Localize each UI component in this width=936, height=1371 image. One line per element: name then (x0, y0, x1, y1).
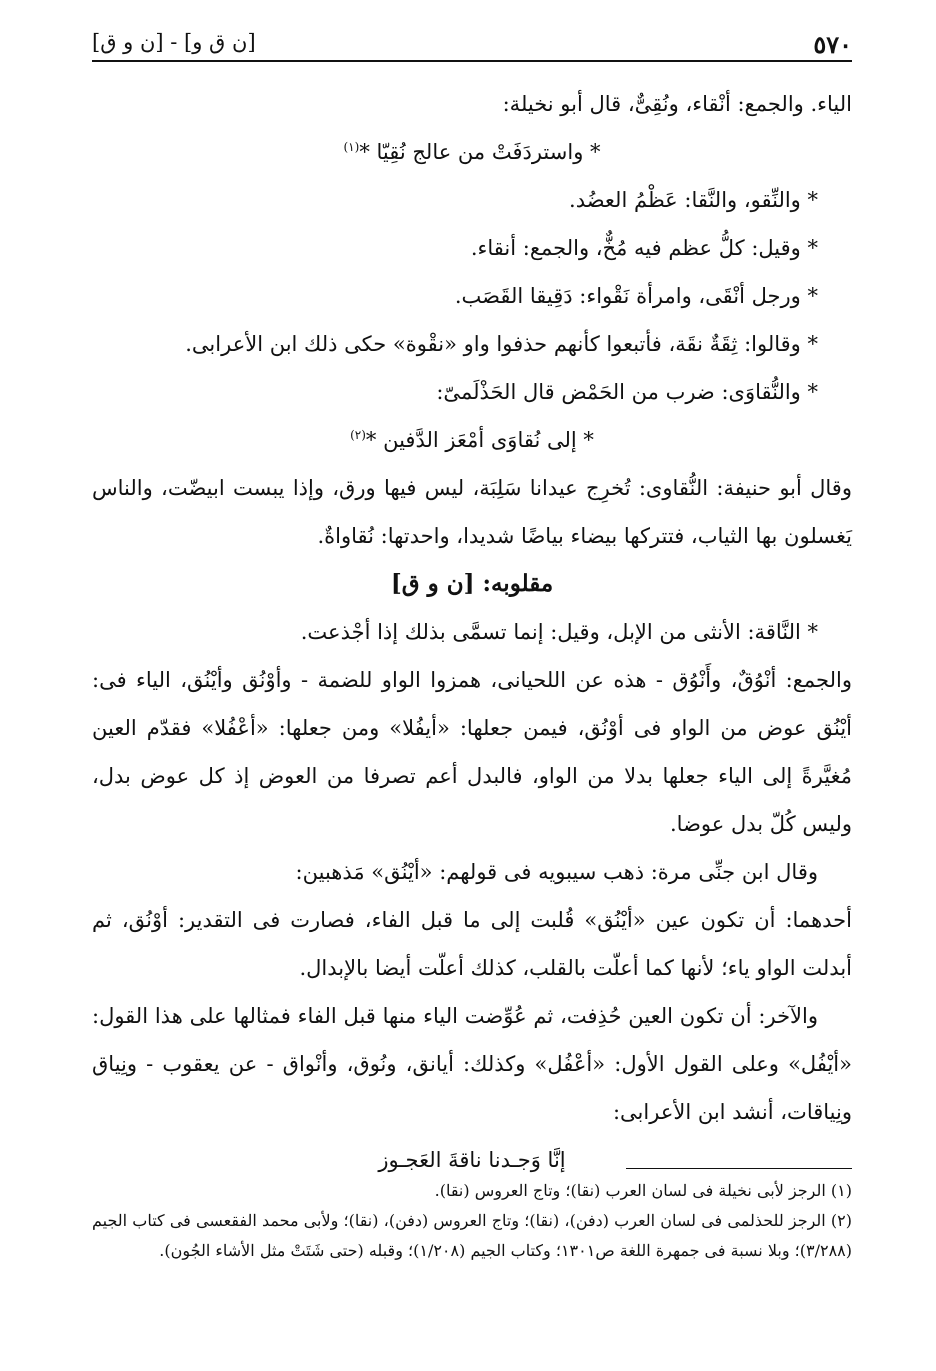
verse-line (92, 128, 852, 176)
verse-text: * إلى نُقاوَى أمْعَز الدَّفين * (365, 428, 594, 452)
paragraph: وقال أبو حنيفة: النُّقاوى: تُخرِج عيدانا سَلِبَة، ليس فيها ورق، وإذا يبست ابيضّت، والناس يَغسلون بها الثياب، فتتركها بيضاء بياضًا شديدا، واحدتها: نُقاواةٌ. (92, 476, 852, 548)
footnote-1: (١) الرجز لأبى نخيلة فى لسان العرب (نقا)؛ وتاج العروس (نقا). (434, 1181, 852, 1200)
main-text (92, 80, 852, 1184)
entry-line: * وقالوا: ثِقَةٌ نقَة، فأتبعوا كأنهم حذفوا واو «نقْوة» حكى ذلك ابن الأعرابى. (185, 332, 818, 356)
entry-line: * وقيل: كلُّ عظم فيه مُخٌّ، والجمع: أنقاء. (470, 236, 818, 260)
paragraph: أحدهما: أن تكون عين «أيْنُق» قُلبت إلى ما قبل الفاء، فصارت فى التقدير: أوْنُق، ثم أبدلت الواو ياء؛ لأنها كما أعلّت بالقلب، كذلك أعلّت أيضا بالإبدال. (92, 908, 852, 980)
verse-text: * واستردَفَتْ من عالج نُقِيّا * (359, 140, 601, 164)
section-heading: مقلوبه: [ن و ق] (390, 570, 554, 597)
verse-line (92, 416, 852, 464)
paragraph: والجمع: أنْوُقٌ، وأَنْوُق - هذه عن اللحيانى، همزوا الواو للضمة - وأوْنُق وأيْنُق، الياء فى: أيْنُق عوض من الواو فى أوْنُق، فيمن جعلها: «أيفُلا» ومن جعلها: «أعْفُلا» فقدّم العين مُغيَّرةً إلى الياء جعلها بدلا من الواو، فالبدل أعم تصرفا من العوض إذ كل عوض بدل، وليس كُلّ بدل عوضا. (92, 668, 852, 836)
entry-line: * ورجل أنْقَى، وامرأة نَقْواء: دَقِيقا القَصَب. (454, 284, 818, 308)
footnote-rule (626, 1168, 852, 1169)
paragraph: وقال ابن جنِّى مرة: ذهب سيبويه فى قولهم: «أيْنُق» مَذهبين: (295, 860, 818, 884)
footnote-mark-2: (٢) (350, 428, 366, 442)
closing-verse: إنَّا وَجـدنا ناقةَ العَجـوز (378, 1148, 566, 1172)
page (92, 24, 852, 1184)
entry-line: * والنِّقو، والنَّقا: عَظْمُ العضُد. (569, 188, 818, 212)
root-tag: [ن ق و] - [ن و ق] (92, 30, 256, 54)
footnote-2: (٢) الرجز للحذلمى فى لسان العرب (دفن)، (نقا)؛ وتاج العروس (دفن)، (نقا)؛ ولأبى محمد الفقعسى فى كتاب الجيم (٣/٢٨٨)؛ وبلا نسبة فى جمهرة اللغة ص١٣٠١؛ وكتاب الجيم (١/٢٠٨)؛ وقبله (حتى شَتَتْ مثل الأشاء الجُون). (92, 1211, 852, 1260)
running-header (92, 24, 852, 62)
page-number: ٥٧٠ (813, 30, 852, 59)
footnotes (92, 1176, 852, 1266)
footnote-mark-1: (١) (343, 140, 360, 154)
paragraph: والآخر: أن تكون العين حُذِفت، ثم عُوِّضت الياء منها قبل الفاء فمثالها على هذا القول: «أيْفُل» وعلى القول الأول: «أعْفُل» وكذلك: أيانق، ونُوق، وأنْواق - عن يعقوب - ونِياق ونِياقات، أنشد ابن الأعرابى: (92, 1004, 852, 1124)
text-line: الياء. والجمع: أنْقاء، ونُقِىٌّ، قال أبو نخيلة: (502, 92, 852, 116)
entry-line: * النَّاقة: الأنثى من الإبل، وقيل: إنما تسمَّى بذلك إذا أجْذعت. (300, 620, 818, 644)
entry-line: * والنُّقاوَى: ضرب من الحَمْض قال الحَذْلَمىّ: (436, 380, 818, 404)
